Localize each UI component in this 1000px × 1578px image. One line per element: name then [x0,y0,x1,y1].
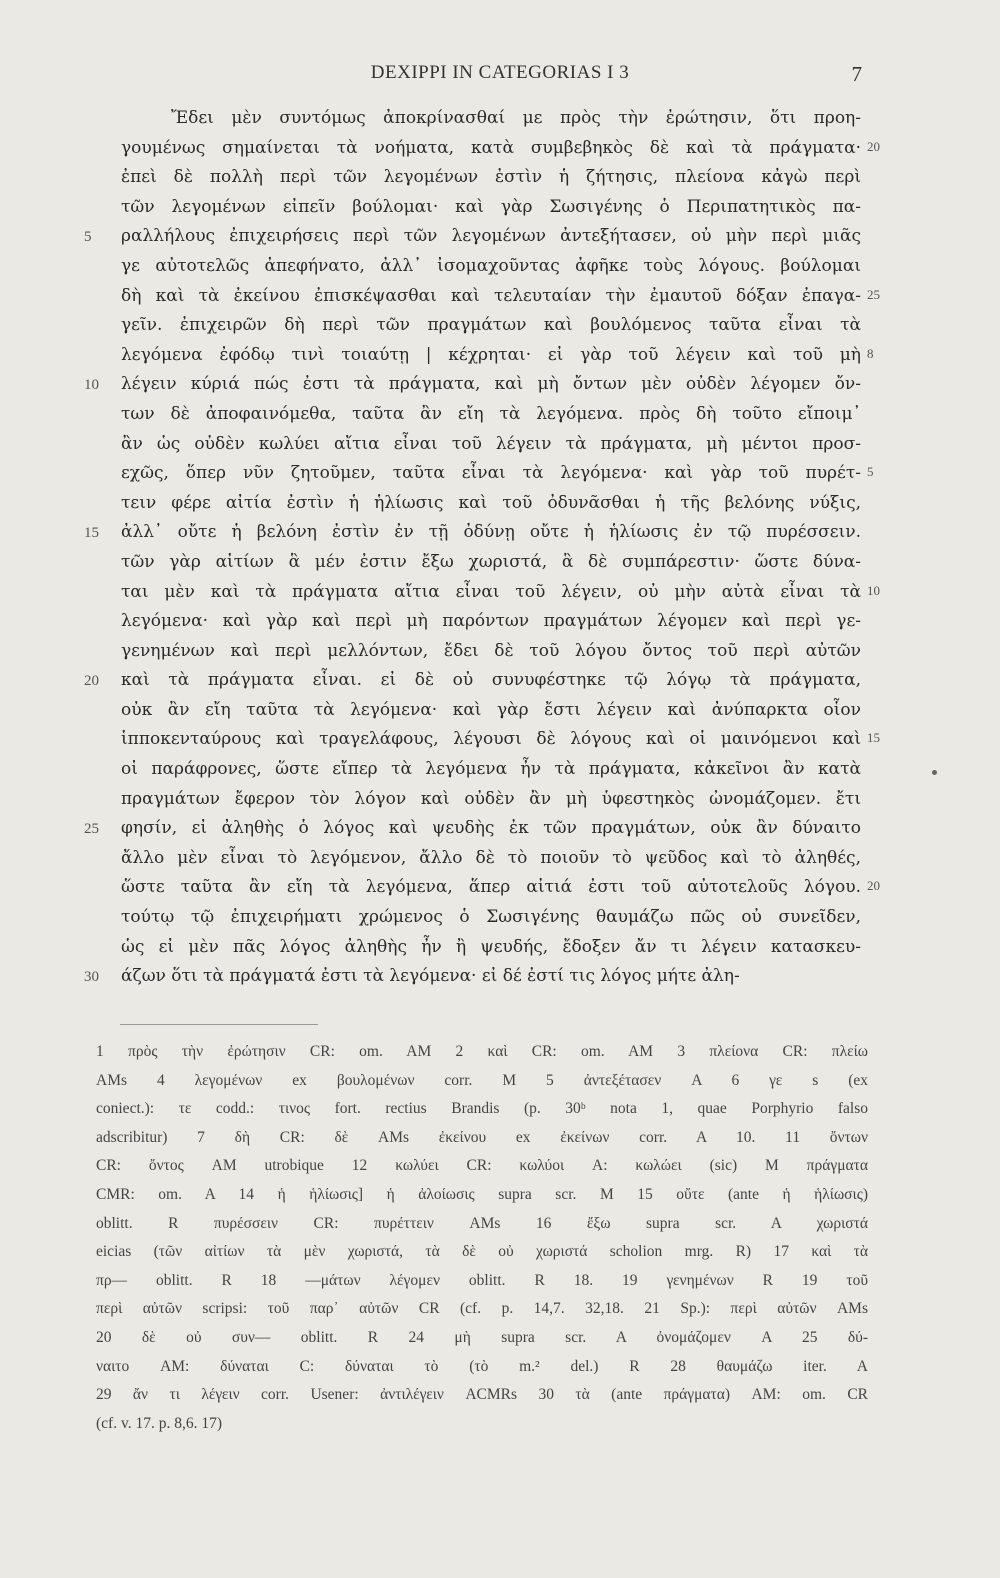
line-text: των δὲ ἀποφαινόμεθα, ταῦτα ἂν εἴη τὰ λεγόμενα. πρὸς δὴ τοῦτο εἴποιμ᾽ [121,403,861,424]
text-line [0,903,1000,933]
text-line [0,459,1000,489]
text-line [0,311,1000,341]
apparatus-text: AMs 4 λεγομένων ex βουλομένων corr. M 5 ἀντεξέτασεν A 6 γε s (ex [96,1071,868,1089]
line-number: 20 [84,673,99,690]
apparatus-line [0,1067,1000,1096]
line-text: Ἔδει μὲν συντόμως ἀποκρίνασθαί με πρὸς τὴν ἐρώτησιν, ὅτι προη- [171,108,861,128]
apparatus-text: CMR: om. A 14 ἡ ἡλίωσις] ἡ ἀλοίωσις supra scr. M 15 οὔτε (ante ἡ ἡλίωσις) [96,1185,868,1203]
line-text: γενημένων καὶ περὶ μελλόντων, ἔδει δὲ τοῦ λόγου ὄντος τοῦ περὶ αὐτῶν [121,640,861,661]
page-number: 7 [851,62,862,86]
apparatus-line [0,1324,1000,1353]
text-line [0,548,1000,578]
text-line [0,341,1000,371]
line-text: φησίν, εἰ ἀληθὴς ὁ λόγος καὶ ψευδὴς ἐκ τῶν πραγμάτων, οὐκ ἂν δύναιτο [121,818,861,839]
apparatus-line [0,1381,1000,1410]
line-number: 30 [84,969,99,986]
text-line [0,607,1000,637]
line-text: γε αὐτοτελῶς ἀπεφήνατο, ἀλλ᾽ ἰσομαχοῦντας ἀφῆκε τοὺς λόγους. βούλομαι [121,255,861,276]
line-text: ἄλλο μὲν εἶναι τὸ λεγόμενον, ἄλλο δὲ τὸ ποιοῦν τὸ ψεῦδος καὶ τὸ ἀληθές, [121,847,861,868]
line-text: δὴ καὶ τὰ ἐκείνου ἐπισκέψασθαι καὶ τελευταίαν τὴν ἐμαυτοῦ δόξαν ἐπαγα- [121,285,861,306]
text-line [0,725,1000,755]
line-number: 10 [84,377,99,394]
text-line [0,637,1000,667]
apparatus-text: eicias (τῶν αἰτίων τὰ μὲν χωριστά, τὰ δὲ οὐ χωριστά scholion mrg. R) 17 καὶ τὰ [96,1243,868,1261]
apparatus-line [0,1124,1000,1153]
text-line [0,134,1000,164]
apparatus-text: ναιτο AM: δύναται C: δύναται τὸ (τὸ m.² del.) R 28 θαυμάζω iter. A [96,1357,868,1375]
text-line [0,578,1000,608]
line-text: ἂν ὡς οὐδὲν κωλύει αἴτια εἶναι τοῦ λέγειν τὰ πράγματα, μὴ μέντοι προσ- [121,433,861,454]
apparatus-line [0,1238,1000,1267]
apparatus-text: CR: ὄντος AM utrobique 12 κωλύει CR: κωλύοι A: κωλώει (sic) M πράγματα [96,1157,868,1175]
text-line [0,933,1000,963]
main-text-block [0,104,1000,992]
line-number: 25 [84,821,99,838]
line-text: γεῖν. ἐπιχειρῶν δὴ περὶ τῶν πραγμάτων καὶ βουλόμενος ταῦτα εἶναι τὰ [121,315,861,336]
line-number: 15 [84,525,99,542]
text-line [0,666,1000,696]
line-text: ἀλλ᾽ οὔτε ἡ βελόνη ἐστὶν ἐν τῇ ὀδύνῃ οὔτε ἡ ἡλίωσις ἐν τῷ πυρέσσειν. [121,522,861,543]
apparatus-line [0,1152,1000,1181]
apparatus-line [0,1038,1000,1067]
apparatus-text: adscribitur) 7 δὴ CR: δὲ AMs ἐκείνου ex ἐκείνων corr. A 10. 11 ὄντων [96,1128,868,1146]
source-line-number: 20 [867,138,880,154]
line-text: άζων ὅτι τὰ πράγματά ἐστι τὰ λεγόμενα· εἰ δέ ἐστί τις λόγος μήτε ἀλη- [121,966,740,987]
apparatus-text: 20 δὲ οὐ συν— oblitt. R 24 μὴ supra scr. A ὀνομάζομεν A 25 δύ- [96,1328,868,1346]
apparatus-text: 1 πρὸς τὴν ἐρώτησιν CR: om. AM 2 καὶ CR: om. AM 3 πλείονα CR: πλείω [96,1043,868,1060]
apparatus-line [0,1210,1000,1239]
text-line [0,430,1000,460]
text-line [0,873,1000,903]
line-text: ἐπεὶ δὲ πολλὴ περὶ τῶν λεγομένων ἐστὶν ἡ ζήτησις, πλείονα κἀγὼ περὶ [121,167,861,188]
text-line [0,489,1000,519]
line-text: λέγειν κύριά πώς ἐστι τὰ πράγματα, καὶ μὴ ὄντων μὲν οὐδὲν λέγομεν ὄν- [121,374,861,395]
line-text: ται μὲν καὶ τὰ πράγματα αἴτια εἶναι τοῦ λέγειν, οὐ μὴν αὐτὰ εἶναι τὰ [121,581,861,602]
text-line [0,844,1000,874]
line-text: τῶν λεγομένων εἰπεῖν βούλομαι· καὶ γὰρ Σωσιγένης ὁ Περιπατητικὸς πα- [121,196,861,217]
line-text: λεγόμενα· καὶ γὰρ καὶ περὶ μὴ παρόντων πραγμάτων λέγομεν καὶ περὶ γε- [121,611,861,632]
line-text: ὡς εἰ μὲν πᾶς λόγος ἀληθὴς ἦν ἢ ψευδής, ἔδοξεν ἄν τι λέγειν κατασκευ- [121,936,861,957]
text-line [0,193,1000,223]
line-text: τῶν γὰρ αἰτίων ἃ μέν ἐστιν ἔξω χωριστά, ἃ δὲ συμπάρεστιν· ὥστε δύνα- [121,551,861,572]
text-line [0,370,1000,400]
apparatus-text: 29 ἄν τι λέγειν corr. Usener: ἀντιλέγειν ACMRs 30 τὰ (ante πράγματα) AM: om. CR [96,1386,868,1404]
source-line-number: 10 [867,582,880,598]
line-text: οὐκ ἂν εἴη ταῦτα τὰ λεγόμενα· καὶ γὰρ ἔστι λέγειν καὶ ἀνύπαρκτα οἷον [121,699,861,720]
source-line-number: 25 [867,286,880,302]
line-text: ἱπποκενταύρους καὶ τραγελάφους, λέγουσι δὲ λόγους καὶ οἱ μαινόμενοι καὶ [121,729,861,750]
line-text: εχῶς, ὅπερ νῦν ζητοῦμεν, ταῦτα εἶναι τὰ λεγόμενα· καὶ γὰρ τοῦ πυρέτ- [121,463,861,484]
text-line [0,962,1000,992]
line-text: καὶ τὰ πράγματα εἶναι. εἰ δὲ οὐ συνυφέστηκε τῷ λόγῳ τὰ πράγματα, [121,670,861,691]
apparatus-line [0,1095,1000,1124]
text-line [0,222,1000,252]
source-line-number: 20 [867,878,880,894]
line-text: πραγμάτων ἔφερον τὸν λόγον καὶ οὐδὲν ἂν μὴ ὑφεστηκὸς ὠνομάζομεν. ἔτι [121,788,861,809]
line-text: τειν φέρε αἰτία ἐστὶν ἡ ἡλίωσις καὶ τοῦ ὀδυνᾶσθαι ἡ τῆς βελόνης νύξις, [121,492,861,513]
apparatus-text: (cf. v. 17. p. 8,6. 17) [96,1414,222,1432]
running-title: DEXIPPI IN CATEGORIAS I 3 [370,62,630,83]
text-line [0,696,1000,726]
page-header [0,62,1000,92]
apparatus-line [0,1295,1000,1324]
line-text: λεγόμενα ἐφόδῳ τινὶ τοιαύτῃ | κέχρηται· εἰ γὰρ τοῦ λέγειν καὶ τοῦ μὴ [121,344,861,365]
apparatus-line [0,1267,1000,1296]
text-line [0,104,1000,134]
apparatus-line [0,1181,1000,1210]
text-line [0,400,1000,430]
text-line [0,252,1000,282]
text-line [0,814,1000,844]
critical-apparatus [0,1038,1000,1438]
apparatus-text: coniect.): τε codd.: τινος fort. rectius Brandis (p. 30ᵇ nota 1, quae Porphyrio falso [96,1100,868,1118]
margin-dot [932,770,937,775]
line-text: ὥστε ταῦτα ἂν εἴη τὰ λεγόμενα, ἅπερ αἰτιά ἐστι τοῦ αὐτοτελοῦς λόγου. [121,877,861,898]
apparatus-line [0,1353,1000,1382]
apparatus-text: oblitt. R πυρέσσειν CR: πυρέττειν AMs 16 ἔξω supra scr. A χωριστά [96,1214,868,1232]
text-line [0,163,1000,193]
apparatus-text: πρ— oblitt. R 18 —μάτων λέγομεν oblitt. R 18. 19 γενημένων R 19 τοῦ [96,1271,868,1289]
text-line [0,282,1000,312]
line-text: γουμένως σημαίνεται τὰ νοήματα, κατὰ συμβεβηκὸς δὲ καὶ τὰ πράγματα· [121,137,861,158]
apparatus-text: περὶ αὐτῶν scripsi: τοῦ παρ᾽ αὐτῶν CR (cf. p. 14,7. 32,18. 21 Sp.): περὶ αὐτῶν AMs [96,1300,868,1318]
footnote-divider [120,1024,318,1025]
line-number: 5 [84,229,92,246]
line-text: τούτῳ τῷ ἐπιχειρήματι χρώμενος ὁ Σωσιγένης θαυμάζω πῶς οὐ συνεῖδεν, [121,907,861,928]
text-line [0,518,1000,548]
line-text: οἱ παράφρονες, ὥστε εἴπερ τὰ λεγόμενα ἦν τὰ πράγματα, κἀκεῖνοι ἂν κατὰ [121,759,861,780]
source-line-number: 8 [867,345,874,361]
text-line [0,785,1000,815]
apparatus-line [0,1410,1000,1439]
source-line-number: 5 [867,464,874,480]
line-text: ραλλήλους ἐπιχειρήσεις περὶ τῶν λεγομένων ἀντεξήτασεν, οὐ μὴν περὶ μιᾶς [121,226,861,247]
text-line [0,755,1000,785]
source-line-number: 15 [867,730,880,746]
